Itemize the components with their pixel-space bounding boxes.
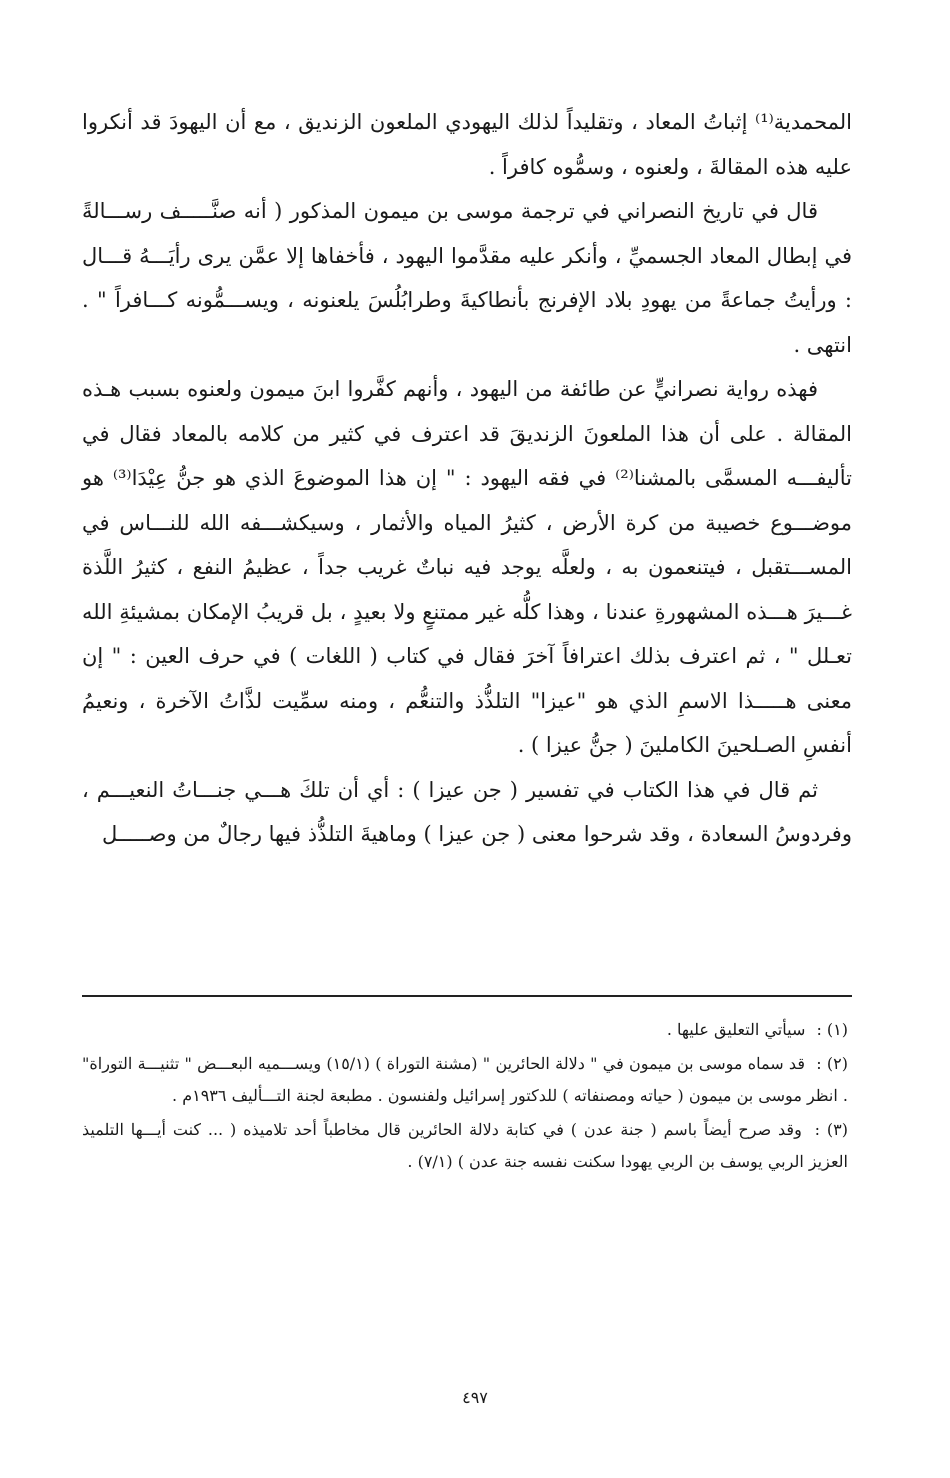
footnote-divider xyxy=(82,995,852,997)
footnote-number: (١) : xyxy=(816,1020,848,1039)
paragraph-2: قال في تاريخ النصراني في ترجمة موسى بن ميمون المذكور ( أنه صنَّـــــف رســـالةً في إبطال المعاد الجسميِّ ، وأنكر عليه مقدَّموا اليهود ، فأخفاها إلا عمَّن يرى رأيَـــهُ قـــال : ورأيتُ جماعةً من يهودِ بلاد الإفرنج بأنطاكيةَ وطرابُلُسَ يلعنونه ، ويســـمُّونه كـــافراً " . انتهى . xyxy=(82,199,852,357)
footnote-1 xyxy=(82,1014,852,1046)
page-number: ٤٩٧ xyxy=(462,1388,488,1407)
footnote-number: (٣) : xyxy=(814,1120,849,1139)
paragraph-4: ثم قال في هذا الكتاب في تفسير ( جن عيزا ) : أي أن تلكَ هـــي جنـــاتُ النعيـــم ، وفردوسُ السعادة ، وقد شرحوا معنى ( جن عيزا ) وماهيةَ التلذُّذ فيها رجالٌ من وصـــــل xyxy=(82,777,852,846)
footnote-text: قد سماه موسى بن ميمون في " دلالة الحائرين " (مشنة التوراة ) (١٥/١) ويســـميه البعـــض " تثنيـــة التوراة" . انظر موسى بن ميمون ( حياته ومصنفاته ) للدكتور إسرائيل ولفنسون . مطبعة لجنة التـــأليف ١٩٣٦م . xyxy=(82,1054,848,1105)
footnote-number: (٢) : xyxy=(816,1054,849,1073)
footnote-text: سيأتي التعليق عليها . xyxy=(666,1020,806,1039)
footnotes-section xyxy=(82,1014,852,1180)
paragraph-3: فهذه رواية نصرانيٍّ عن طائفة من اليهود ، وأنهم كفَّروا ابنَ ميمون ولعنوه بسبب هـذه المقالة . على أن هذا الملعونَ الزنديقَ قد اعترف في كثير من كلامه بالمعاد فقال في تأليفـــه المسمَّى بالمشنا⁽²⁾ في فقه اليهود : " إن هذا الموضوعَ الذي هو جنُّ عِيْدَا⁽³⁾ هو موضـــوع خصيبة من كرة الأرض ، كثيرُ المياه والأثمار ، وسيكشـــفه الله للنـــاس في المســـتقبل ، فيتنعمون به ، ولعلَّه يوجد فيه نباتٌ غريب جداً ، عظيمُ النفع ، كثيرُ اللَّذة غـــيرَ هـــذه المشهورةِ عندنا ، وهذا كلُّه غير ممتنعٍ ولا بعيدٍ ، بل قريبُ الإمكان بمشيئةِ الله تعـلل " ، ثم اعترف بذلك اعترافاً آخرَ فقال في كتاب ( اللغات ) في حرف العين : " إن معنى هـــــذا الاسمِ الذي هو "عيزا" التلذُّذ والتنعُّم ، ومنه سمِّيت لذَّاتُ الآخرة ، ونعيمُ أنفسِ الصـلحينَ الكاملينَ ( جنُّ عيزا ) . xyxy=(82,377,852,757)
footnote-2 xyxy=(82,1048,852,1112)
main-text-body xyxy=(82,100,852,857)
footnote-text: وقد صرح أيضاً باسم ( جنة عدن ) في كتابة دلالة الحائرين قال مخاطباً أحد تلاميذه ( ... كنت أيـــها التلميذ العزيز الربي يوسف بن الربي يهودا سكنت نفسه جنة عدن ) (٧/١) . xyxy=(82,1120,848,1171)
footnote-3 xyxy=(82,1114,852,1178)
paragraph-1: المحمدية⁽¹⁾ إثباتُ المعاد ، وتقليداً لذلك اليهودي الملعون الزنديق ، مع أن اليهودَ قد أنكروا عليه هذه المقالةَ ، ولعنوه ، وسمُّوه كافراً . xyxy=(82,110,852,179)
